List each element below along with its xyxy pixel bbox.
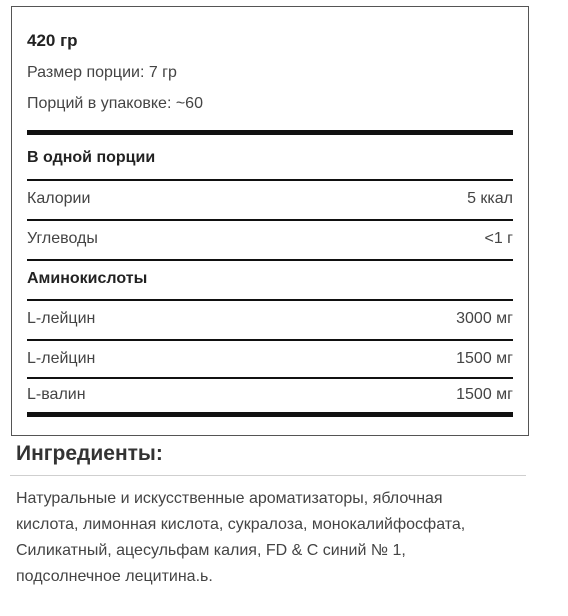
serving-size: Размер порции: 7 гр — [27, 64, 177, 81]
ingredients-text — [16, 486, 526, 590]
nutrient-value: <1 г — [484, 230, 513, 247]
amino-value: 1500 мг — [456, 350, 513, 367]
nutrient-value: 5 ккал — [467, 190, 513, 207]
ingredients-line: Силикатный, ацесульфам калия, FD & C синий № 1, — [16, 542, 406, 559]
amino-row-leucine-2 — [27, 339, 513, 379]
amino-acids-header-label: Аминокислоты — [27, 270, 148, 287]
amino-acids-header — [27, 259, 513, 299]
per-serving-header — [27, 138, 513, 178]
servings-per-container: Порций в упаковке: ~60 — [27, 95, 203, 112]
nutrient-label: Калории — [27, 190, 91, 207]
nutrition-facts-panel — [11, 6, 529, 436]
amino-value: 3000 мг — [456, 310, 513, 327]
ingredients-title: Ингредиенты: — [16, 442, 163, 465]
amino-label: L-валин — [27, 386, 86, 403]
thick-divider-bottom — [27, 412, 513, 417]
nutrient-row-calories — [27, 179, 513, 219]
amino-label: L-лейцин — [27, 350, 96, 367]
ingredients-line: Натуральные и искусственные ароматизаторы, яблочная — [16, 490, 443, 507]
nutrient-label: Углеводы — [27, 230, 98, 247]
per-serving-header-label: В одной порции — [27, 149, 156, 166]
product-weight: 420 гр — [27, 31, 78, 50]
ingredients-line: подсолнечное лецитина.ь. — [16, 568, 213, 585]
nutrient-row-carbs — [27, 219, 513, 259]
thick-divider-top — [27, 130, 513, 135]
amino-label: L-лейцин — [27, 310, 96, 327]
ingredients-divider — [10, 475, 526, 476]
ingredients-line: кислота, лимонная кислота, сукралоза, монокалийфосфата, — [16, 516, 466, 533]
amino-value: 1500 мг — [456, 386, 513, 403]
amino-row-leucine-1 — [27, 299, 513, 339]
amino-row-valine — [27, 377, 513, 413]
